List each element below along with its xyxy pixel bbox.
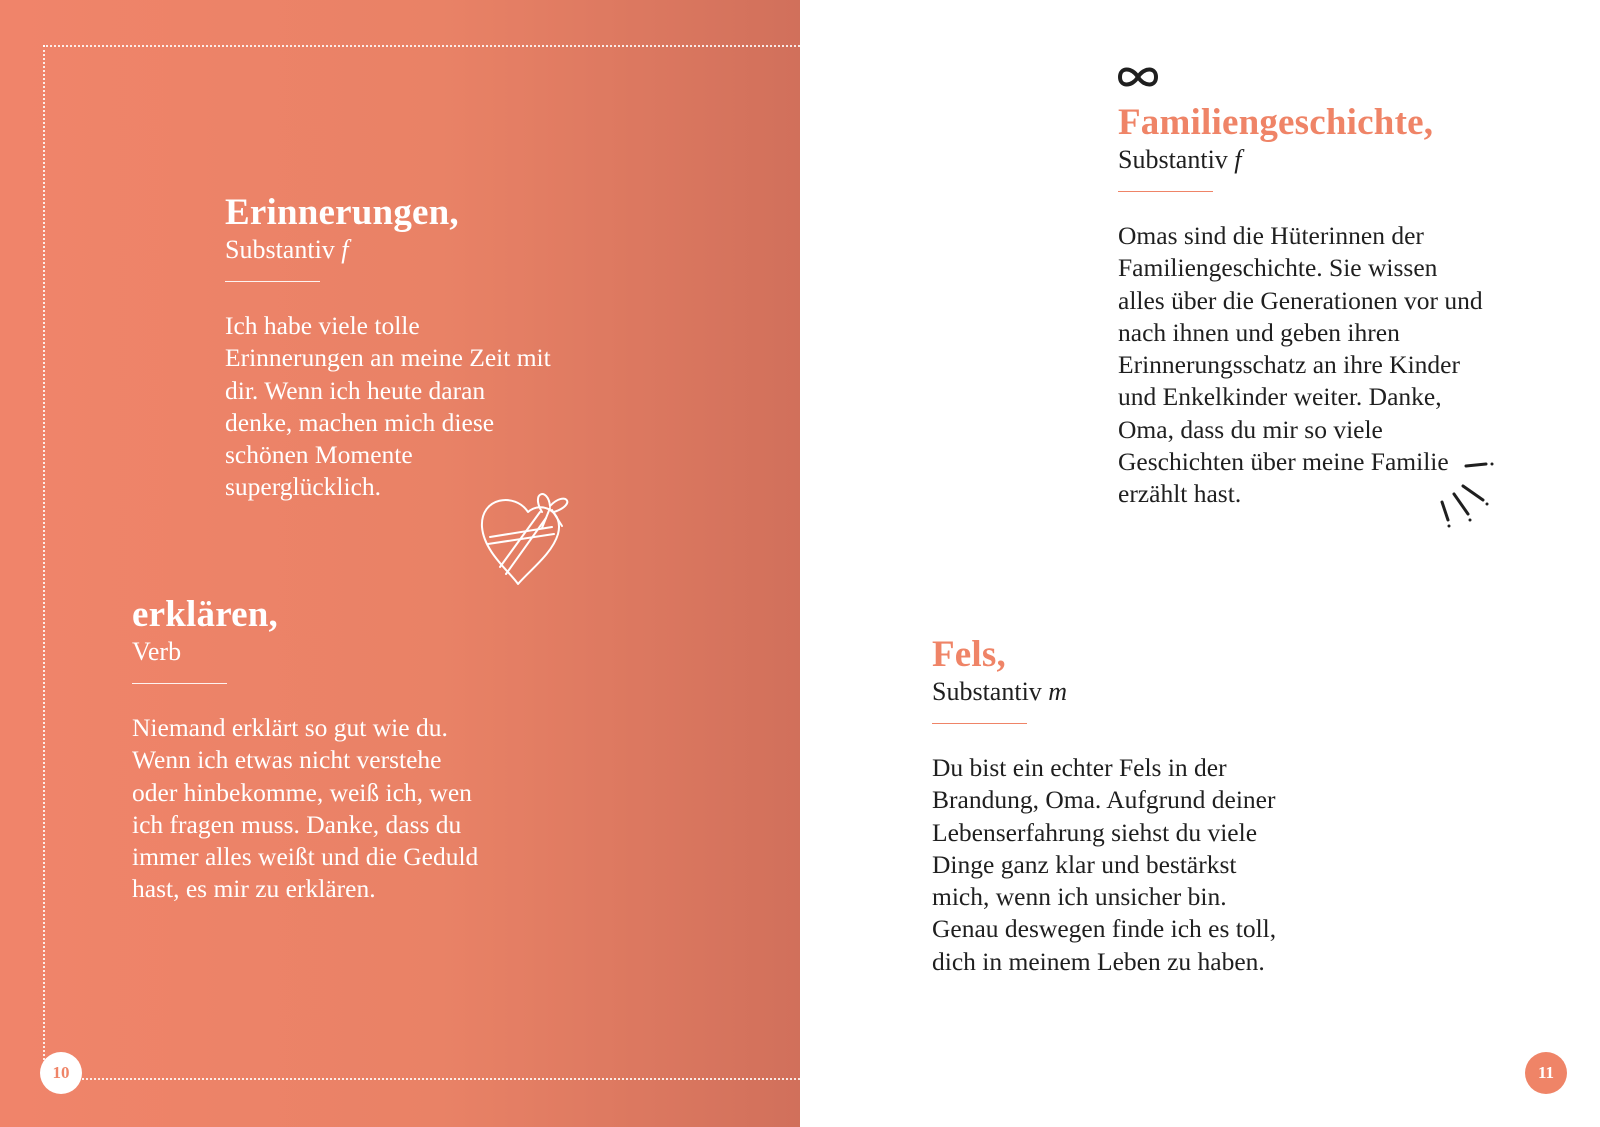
page-number-left: 10 (40, 1052, 82, 1094)
heart-with-bow-icon (470, 482, 590, 602)
gender-label: f (341, 235, 349, 264)
entry-familiengeschichte (1118, 103, 1488, 511)
entry-definition: Du bist ein echter Fels in der Brandung, Oma. Aufgrund deiner Lebenserfahrung siehst du viele Dinge ganz klar und bestärkst mich, wenn ich unsicher bin. Genau deswegen finde ich es toll, dich in meinem Leben zu haben. (932, 753, 1277, 976)
divider-rule (132, 683, 227, 684)
entry-part-of-speech (225, 235, 555, 265)
gender-label: f (1234, 145, 1242, 174)
entry-part-of-speech (1118, 145, 1488, 175)
entry-definition: Omas sind die Hüterinnen der Familiengeschichte. Sie wissen alles über die Generationen vor und nach ihnen und geben ihren Erinnerungsschatz an ihre Kinder und Enkelkinder weiter. Danke, Oma, dass du mir so viele Geschichten über meine Familie erzählt hast. (1118, 221, 1483, 509)
dotted-frame-bottom (43, 1078, 800, 1080)
entry-erklaeren (132, 595, 492, 906)
pos-label: Verb (132, 637, 182, 666)
entry-headword: Fels, (932, 634, 1006, 675)
entry-fels (932, 635, 1292, 978)
divider-rule (1118, 191, 1213, 192)
entry-headword: Erinnerungen, (225, 192, 459, 233)
pos-label: Substantiv (932, 677, 1042, 706)
gender-label: m (1048, 677, 1068, 706)
entry-headword: Familiengeschichte, (1118, 102, 1434, 143)
pos-label: Substantiv (1118, 145, 1228, 174)
divider-rule (225, 281, 320, 282)
entry-erinnerungen (225, 193, 555, 504)
entry-definition: Ich habe viele tolle Erinnerungen an meine Zeit mit dir. Wenn ich heute daran denke, machen mich diese schönen Momente superglücklich. (225, 311, 551, 502)
dotted-frame-left (43, 45, 45, 1080)
infinity-icon (1116, 64, 1160, 90)
page-number-right: 11 (1525, 1052, 1567, 1094)
entry-definition: Niemand erklärt so gut wie du. Wenn ich etwas nicht verstehe oder hinbekomme, weiß ich, wen ich fragen muss. Danke, dass du immer alles weißt und die Geduld hast, es mir zu erklären. (132, 713, 479, 904)
entry-headword: erklären, (132, 594, 279, 635)
entry-part-of-speech (132, 637, 492, 667)
pos-label: Substantiv (225, 235, 335, 264)
divider-rule (932, 723, 1027, 724)
entry-part-of-speech (932, 677, 1292, 707)
sparkle-lines-icon (1428, 456, 1498, 534)
dotted-frame-top (43, 45, 800, 47)
